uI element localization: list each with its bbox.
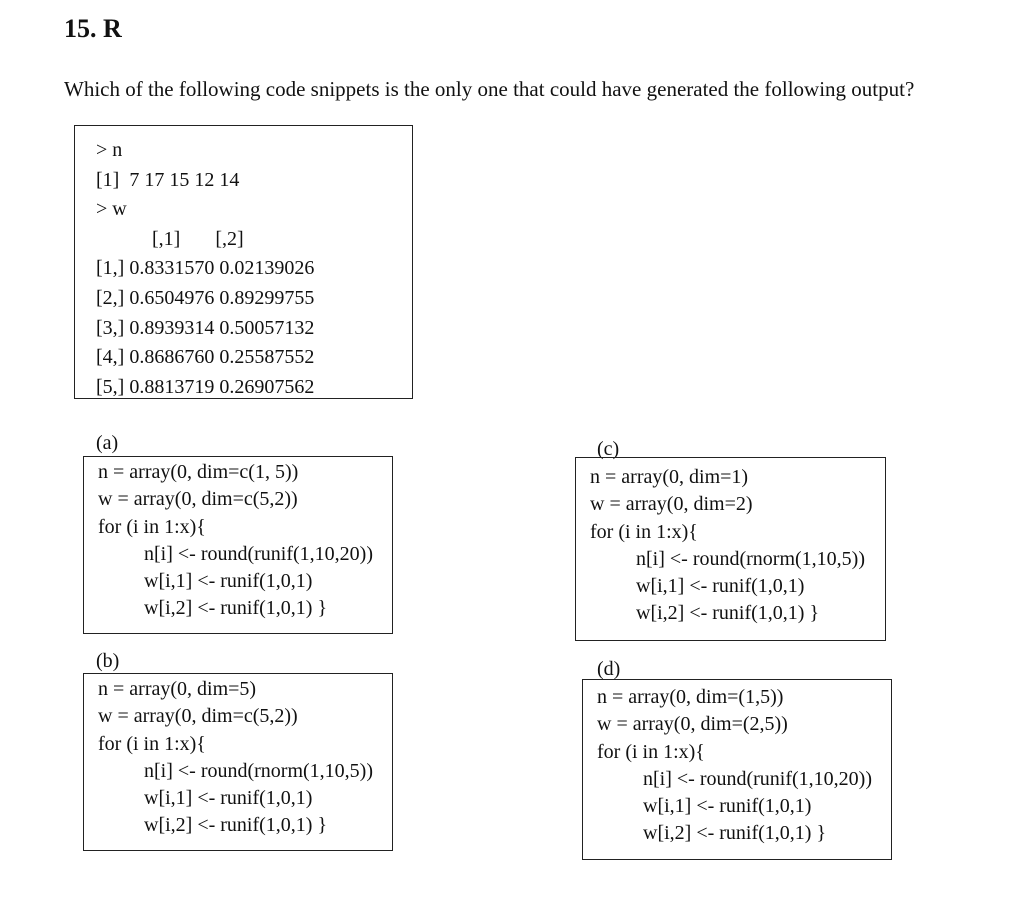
code-line: w = array(0, dim=2) <box>590 493 753 516</box>
code-line: w = array(0, dim=c(5,2)) <box>98 488 298 511</box>
code-line: n = array(0, dim=c(1, 5)) <box>98 461 299 483</box>
code-line: n[i] <- round(rnorm(1,10,5)) <box>636 547 865 570</box>
code-line: w[i,2] <- runif(1,0,1) } <box>144 597 328 620</box>
output-line: > w <box>96 198 127 221</box>
code-line: w[i,1] <- runif(1,0,1) <box>144 787 313 810</box>
code-line: w[i,2] <- runif(1,0,1) } <box>643 822 827 845</box>
output-line: [2,] 0.6504976 0.89299755 <box>96 286 315 309</box>
option-a-label: (a) <box>96 432 119 454</box>
code-line: w[i,1] <- runif(1,0,1) <box>643 795 812 818</box>
output-line: [1] 7 17 15 12 14 <box>96 168 240 191</box>
output-line: [5,] 0.8813719 0.26907562 <box>96 375 315 398</box>
code-line: n = array(0, dim=1) <box>590 466 749 488</box>
question-number-title: 15. R <box>64 14 122 43</box>
code-line: w[i,1] <- runif(1,0,1) <box>144 570 313 593</box>
output-line: > n <box>96 139 123 161</box>
code-line: w = array(0, dim=c(5,2)) <box>98 705 298 728</box>
code-line: n = array(0, dim=5) <box>98 678 257 700</box>
output-column-header: [,1] [,2] <box>152 227 244 250</box>
console-output-box <box>74 125 413 399</box>
output-line: [1,] 0.8331570 0.02139026 <box>96 257 315 280</box>
option-c-label: (c) <box>597 438 620 460</box>
code-line: n[i] <- round(runif(1,10,20)) <box>643 767 872 790</box>
output-line: [3,] 0.8939314 0.50057132 <box>96 316 315 339</box>
output-line: [4,] 0.8686760 0.25587552 <box>96 346 315 369</box>
option-d-code-box <box>582 679 892 860</box>
code-line: w[i,2] <- runif(1,0,1) } <box>636 602 820 625</box>
option-a-code-box <box>83 456 393 634</box>
code-line: for (i in 1:x){ <box>98 515 206 538</box>
option-b-code-box <box>83 673 393 851</box>
code-line: n[i] <- round(runif(1,10,20)) <box>144 542 373 565</box>
code-line: for (i in 1:x){ <box>98 732 206 755</box>
code-line: w[i,1] <- runif(1,0,1) <box>636 575 805 598</box>
code-line: for (i in 1:x){ <box>597 740 705 763</box>
code-line: for (i in 1:x){ <box>590 520 698 543</box>
code-line: n[i] <- round(rnorm(1,10,5)) <box>144 759 373 782</box>
option-c-code-box <box>575 457 886 641</box>
code-line: w[i,2] <- runif(1,0,1) } <box>144 814 328 837</box>
option-b-label: (b) <box>96 650 120 672</box>
question-text: Which of the following code snippets is the only one that could have generated the following output? <box>64 77 915 101</box>
code-line: n = array(0, dim=(1,5)) <box>597 686 784 708</box>
code-line: w = array(0, dim=(2,5)) <box>597 713 788 736</box>
option-d-label: (d) <box>597 658 621 680</box>
